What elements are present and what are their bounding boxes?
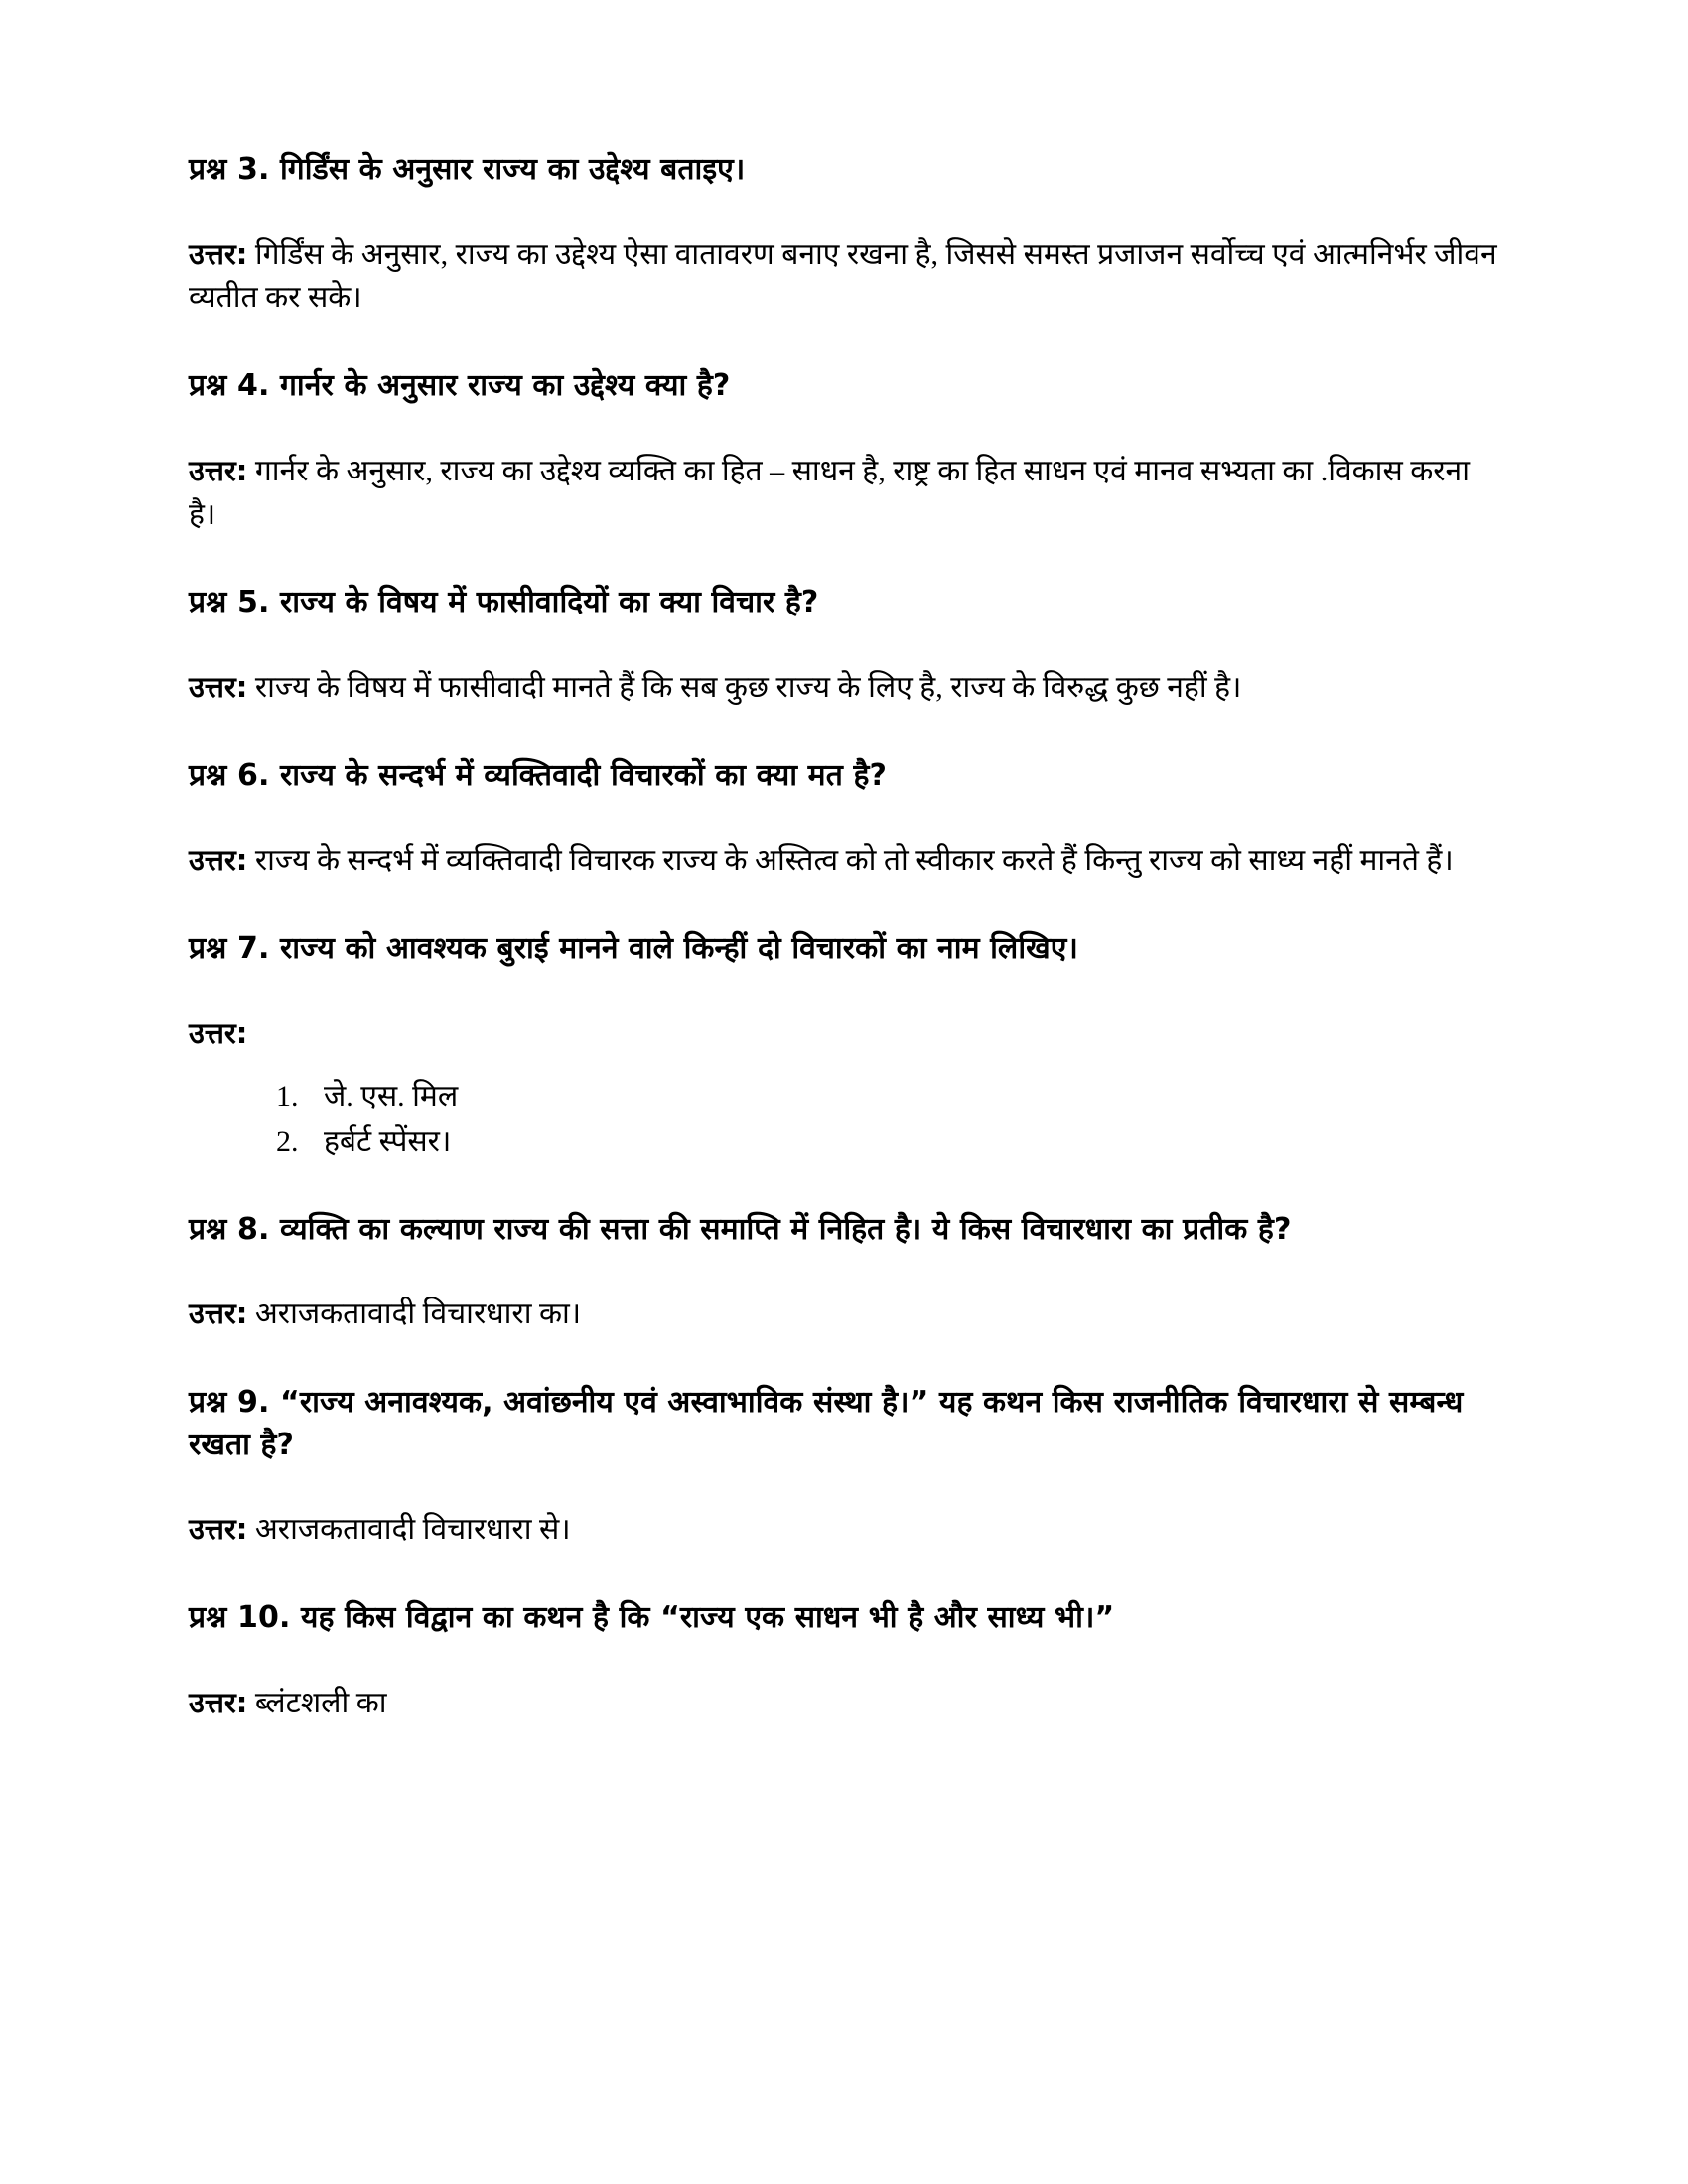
answer-text: राज्य के विषय में फासीवादी मानते हैं कि सब कुछ राज्य के लिए है, राज्य के विरुद्ध कुछ नहीं है।: [254, 670, 1242, 704]
list-item: 2. हर्बर्ट स्पेंसर।: [306, 1119, 1499, 1163]
question-heading: प्रश्न 5. राज्य के विषय में फासीवादियों का क्या विचार है?: [189, 585, 819, 620]
answer-label: उत्तर:: [189, 843, 248, 878]
answer-paragraph: [189, 1013, 1499, 1056]
qa-block: [189, 1209, 1499, 1336]
question-heading: प्रश्न 6. राज्य के सन्दर्भ में व्यक्तिवादी विचारकों का क्या मत है?: [189, 757, 887, 793]
answer-label: उत्तर:: [189, 669, 248, 704]
spacer: [189, 1251, 1499, 1293]
spacer: [189, 1552, 1499, 1597]
qa-block: [189, 582, 1499, 709]
answer-label: उत्तर:: [189, 1685, 248, 1719]
answer-label: उत्तर:: [189, 1512, 248, 1547]
spacer: [189, 971, 1499, 1013]
spacer: [189, 1466, 1499, 1508]
answer-text: राज्य के सन्दर्भ में व्यक्तिवादी विचारक राज्य के अस्तित्व को तो स्वीकार करते हैं किन्तु राज्य को साध्य नहीं मानते हैं।: [254, 844, 1454, 878]
spacer: [189, 883, 1499, 928]
qa-block: [189, 928, 1499, 1162]
qa-block: [189, 365, 1499, 536]
spacer: [189, 797, 1499, 839]
spacer: [189, 192, 1499, 233]
spacer: [189, 1163, 1499, 1209]
answer-paragraph: [189, 666, 1499, 710]
question-heading: प्रश्न 10. यह किस विद्वान का कथन है कि “राज्य एक साधन भी है और साध्य भी।”: [189, 1599, 1115, 1635]
spacer: [189, 710, 1499, 755]
qa-block: [189, 1382, 1499, 1552]
answer-text: गार्नर के अनुसार, राज्य का उद्देश्य व्यक्ति का हित – साधन है, राष्ट्र का हित साधन एवं मानव सभ्यता का .विकास करना है।: [189, 454, 1470, 531]
answer-text: गिर्डिंस के अनुसार, राज्य का उद्देश्य ऐसा वातावरण बनाए रखना है, जिससे समस्त प्रजाजन सर्वोच्च एवं आत्मनिर्भर जीवन व्यतीत कर सके।: [189, 237, 1497, 315]
question-heading: प्रश्न 9. “राज्य अनावश्यक, अवांछनीय एवं अस्वाभाविक संस्था है।” यह कथन किस राजनीतिक विचारधारा से सम्बन्ध रखता है?: [189, 1384, 1464, 1462]
answer-paragraph: [189, 1508, 1499, 1552]
answer-label: उत्तर:: [189, 236, 248, 271]
question-heading: प्रश्न 8. व्यक्ति का कल्याण राज्य की सत्ता की समाप्ति में निहित है। ये किस विचारधारा का प्रतीक है?: [189, 1211, 1292, 1247]
answer-label: उत्तर:: [189, 1016, 248, 1050]
answer-text: ब्लंटशली का: [254, 1686, 387, 1719]
question-heading: प्रश्न 3. गिर्डिंस के अनुसार राज्य का उद्देश्य बताइए।: [189, 152, 746, 187]
qa-block: [189, 149, 1499, 320]
answer-ordered-list: [189, 1074, 1499, 1163]
qa-block: [189, 755, 1499, 883]
answer-text: अराजकतावादी विचारधारा का।: [254, 1297, 582, 1331]
answer-label: उत्तर:: [189, 453, 248, 487]
answer-paragraph: [189, 1293, 1499, 1336]
spacer: [189, 1336, 1499, 1382]
spacer: [189, 320, 1499, 365]
spacer: [189, 1640, 1499, 1682]
document-content: [189, 149, 1499, 1724]
spacer: [189, 624, 1499, 666]
qa-block: [189, 1597, 1499, 1724]
list-item: 1. जे. एस. मिल: [306, 1074, 1499, 1119]
answer-paragraph: [189, 233, 1499, 321]
question-heading: प्रश्न 7. राज्य को आवश्यक बुराई मानने वाले किन्हीं दो विचारकों का नाम लिखिए।: [189, 931, 1078, 967]
answer-text: अराजकतावादी विचारधारा से।: [254, 1513, 571, 1547]
answer-paragraph: [189, 450, 1499, 537]
spacer: [189, 536, 1499, 582]
spacer: [189, 408, 1499, 450]
question-heading: प्रश्न 4. गार्नर के अनुसार राज्य का उद्देश्य क्या है?: [189, 368, 731, 404]
spacer: [189, 1056, 1499, 1074]
answer-label: उत्तर:: [189, 1297, 248, 1331]
answer-paragraph: [189, 839, 1499, 883]
answer-paragraph: [189, 1682, 1499, 1725]
